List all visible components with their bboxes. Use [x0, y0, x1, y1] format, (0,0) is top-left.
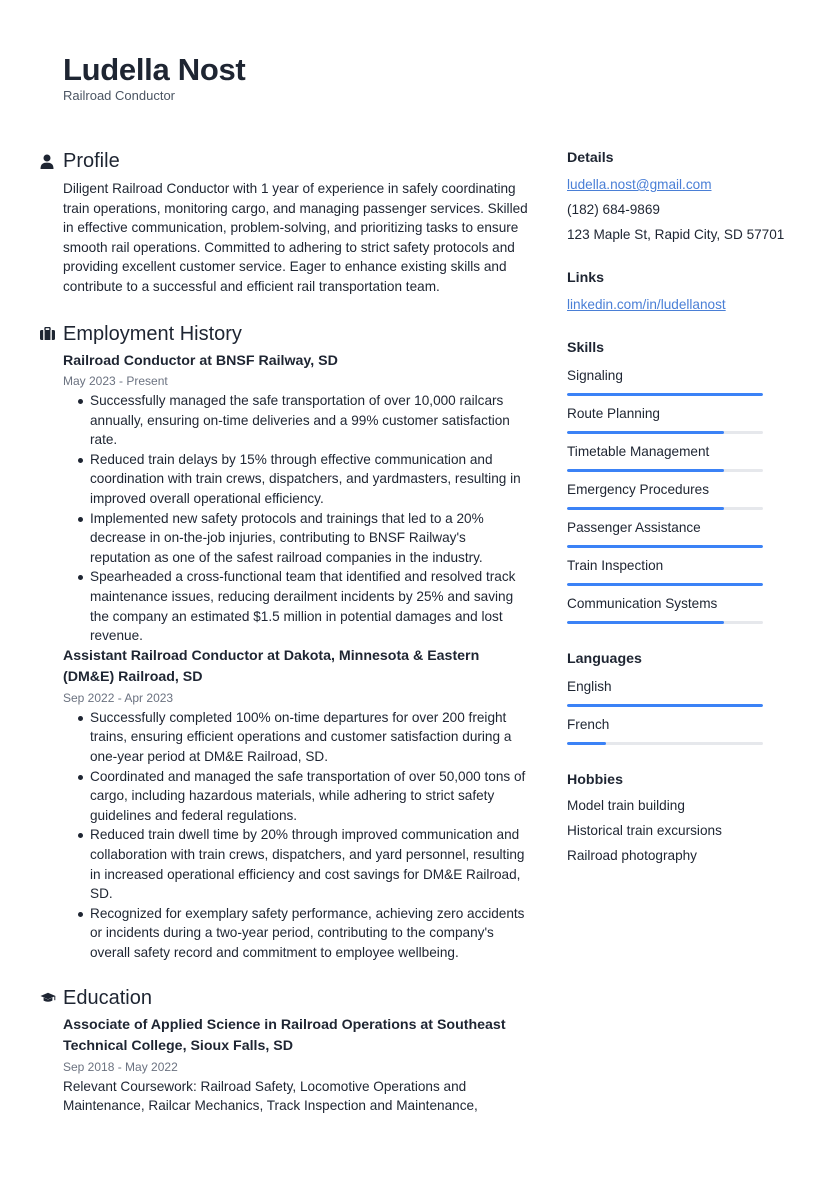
- main-column: [39, 148, 529, 1116]
- skill: [567, 365, 767, 403]
- skill-level-bar: [567, 393, 763, 396]
- skill-level-bar: [567, 545, 763, 548]
- skills-heading: Skills: [567, 340, 605, 356]
- job-list: [39, 351, 529, 963]
- links-heading: Links: [567, 270, 605, 286]
- skill-level-fill: [567, 507, 724, 510]
- hobby-item: Historical train excursions: [567, 823, 722, 838]
- job-bullets: [63, 708, 529, 963]
- graduation-cap-icon: [39, 985, 63, 1011]
- skill-level-fill: [567, 393, 763, 396]
- skill: [567, 441, 767, 479]
- sidebar: [567, 148, 785, 868]
- address: 123 Maple St, Rapid City, SD 57701: [567, 227, 785, 242]
- skill-label: Signaling: [567, 368, 623, 383]
- resume-job-title: Railroad Conductor: [63, 88, 176, 103]
- details-section: [567, 148, 785, 247]
- resume-name: Ludella Nost: [63, 52, 246, 87]
- person-icon: [39, 148, 63, 174]
- language-level-bar: [567, 742, 763, 745]
- skill-level-bar: [567, 431, 763, 434]
- language: [567, 714, 767, 752]
- job-bullet: Reduced train dwell time by 20% through improved communication and collaboration with train crews, dispatchers, and yard personnel, resulting in increased operational efficiency and cost savings for DM&E Railroad, SD.: [63, 825, 529, 903]
- language-label: English: [567, 679, 612, 694]
- language-level-fill: [567, 704, 763, 707]
- skill-label: Communication Systems: [567, 596, 718, 611]
- skill-level-bar: [567, 621, 763, 624]
- job-bullet: Reduced train delays by 15% through effective communication and coordination with train crews, dispatchers, and yardmasters, resulting in improved overall operational efficiency.: [63, 450, 529, 509]
- education-entry: [39, 1015, 529, 1116]
- education-heading: Education: [63, 986, 152, 1009]
- skill-level-fill: [567, 583, 763, 586]
- skill-label: Emergency Procedures: [567, 482, 710, 497]
- employment-heading: Employment History: [63, 322, 242, 345]
- profile-heading: Profile: [63, 150, 120, 172]
- language-label: French: [567, 717, 610, 732]
- skill: [567, 555, 767, 593]
- job-title: Assistant Railroad Conductor at Dakota, Minnesota & Eastern (DM&E) Railroad, SD: [63, 647, 480, 686]
- education-section: [39, 985, 529, 1116]
- education-list: [39, 1015, 529, 1116]
- job-bullets: [63, 391, 529, 646]
- skill-level-bar: [567, 583, 763, 586]
- skill-level-fill: [567, 545, 763, 548]
- skill-level-fill: [567, 469, 724, 472]
- skill-label: Train Inspection: [567, 558, 664, 573]
- job-bullet: Recognized for exemplary safety performance, achieving zero accidents or incidents during a two-year period, contributing to the company's overall safety record and commitment to employee wellbeing.: [63, 904, 529, 963]
- skill: [567, 593, 767, 631]
- language-level-bar: [567, 704, 763, 707]
- linkedin-link[interactable]: linkedin.com/in/ludellanost: [567, 297, 726, 312]
- job-entry: [39, 351, 529, 646]
- skill-level-bar: [567, 469, 763, 472]
- languages-list: [567, 676, 767, 752]
- language-level-fill: [567, 742, 606, 745]
- hobby-item: Model train building: [567, 798, 685, 813]
- profile-summary: Diligent Railroad Conductor with 1 year of experience in safely coordinating train operations, monitoring cargo, and managing passenger services. Skilled in effective communication, problem-solving, and prioritizing tasks to ensure smooth rail operations. Committed to adhering to strict safety protocols and providing excellent customer service. Eager to enhance existing skills and contribute to a successful and efficient rail transportation team.: [63, 181, 528, 294]
- job-entry: [39, 646, 529, 963]
- phone-number: (182) 684-9869: [567, 202, 660, 217]
- hobby-item: Railroad photography: [567, 848, 697, 863]
- languages-heading: Languages: [567, 651, 642, 667]
- job-bullet: Successfully completed 100% on-time departures for over 200 freight trains, ensuring efficient operations and customer satisfaction during a one-year period at DM&E Railroad, SD.: [63, 708, 529, 767]
- job-title: Railroad Conductor at BNSF Railway, SD: [63, 352, 338, 369]
- degree-title: Associate of Applied Science in Railroad Operations at Southeast Technical College, Sioux Falls, SD: [63, 1016, 506, 1054]
- job-bullet: Coordinated and managed the safe transportation of over 50,000 tons of cargo, including hazardous materials, while adhering to strict safety guidelines and federal regulations.: [63, 767, 529, 826]
- languages-section: [567, 649, 767, 752]
- skills-section: [567, 338, 767, 631]
- skill-label: Route Planning: [567, 406, 660, 421]
- education-dates: Sep 2018 - May 2022: [63, 1059, 178, 1074]
- language: [567, 676, 767, 714]
- job-bullet: Implemented new safety protocols and trainings that led to a 20% decrease in on-the-job injuries, contributing to BNSF Railway's reputation as one of the safest railroad companies in the industry.: [63, 509, 529, 568]
- skills-list: [567, 365, 767, 631]
- hobbies-list: [567, 793, 767, 868]
- skill: [567, 479, 767, 517]
- email-link[interactable]: ludella.nost@gmail.com: [567, 177, 712, 192]
- job-dates: May 2023 - Present: [63, 374, 168, 389]
- job-bullet: Successfully managed the safe transportation of over 10,000 railcars annually, ensuring on-time deliveries and a 99% customer satisfaction rate.: [63, 391, 529, 450]
- education-description: Relevant Coursework: Railroad Safety, Locomotive Operations and Maintenance, Railcar Mechanics, Track Inspection and Maintenance,: [63, 1078, 478, 1114]
- skill-level-fill: [567, 431, 724, 434]
- skill-level-bar: [567, 507, 763, 510]
- skill-label: Passenger Assistance: [567, 520, 701, 535]
- hobbies-section: [567, 770, 767, 868]
- skill-label: Timetable Management: [567, 444, 710, 459]
- hobbies-heading: Hobbies: [567, 772, 623, 788]
- job-dates: Sep 2022 - Apr 2023: [63, 690, 174, 705]
- skill-level-fill: [567, 621, 724, 624]
- employment-section: [39, 321, 529, 963]
- details-heading: Details: [567, 150, 614, 166]
- skill: [567, 403, 767, 441]
- briefcase-icon: [39, 321, 63, 347]
- links-section: [567, 268, 767, 317]
- job-bullet: Spearheaded a cross-functional team that identified and resolved track maintenance issues, reducing derailment incidents by 25% and saving the company an estimated $1.5 million in potential damages and lost revenue.: [63, 567, 529, 645]
- skill: [567, 517, 767, 555]
- profile-section: [39, 148, 529, 297]
